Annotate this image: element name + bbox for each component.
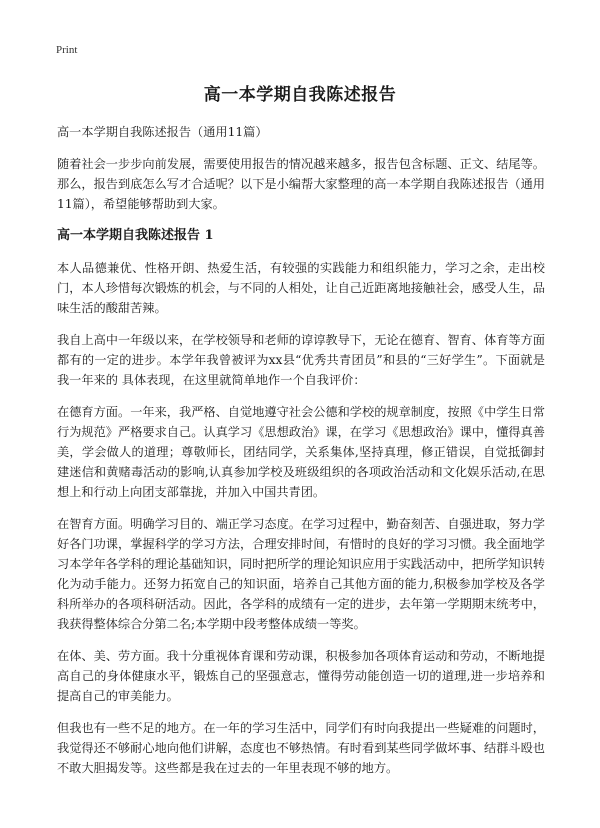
document-title: 高一本学期自我陈述报告 bbox=[203, 85, 397, 105]
body-paragraph: 本人品德兼优、性格开朗、热爱生活，有较强的实践能力和组织能力，学习之余，走出校门，本人珍惜每次锻炼的机会，与不同的人相处，让自己近距离地接触社会，感受人生，品味生活的酸甜苦辣。 bbox=[57, 261, 545, 315]
intro-paragraph: 随着社会一步步向前发展，需要使用报告的情况越来越多，报告包含标题、正文、结尾等。那么，报告到底怎么写才合适呢？以下是小编帮大家整理的高一本学期自我陈述报告（通用11篇），希望能够帮助到大家。 bbox=[57, 157, 545, 211]
document-body bbox=[57, 122, 545, 790]
body-paragraph: 在体、美、劳方面。我十分重视体育课和劳动课，积极参加各项体育运动和劳动，不断地提高自己的身体健康水平，锻炼自己的坚强意志，懂得劳动能创造一切的道理,进一步培养和提高自己的审美能力。 bbox=[57, 649, 545, 703]
body-paragraph: 但我也有一些不足的地方。在一年的学习生活中，同学们有时向我提出一些疑难的问题时，我觉得还不够耐心地向他们讲解，态度也不够热情。有时看到某些同学做坏事、结群斗殴也不敢大胆揭发等。这些都是我在过去的一年里表现不够的地方。 bbox=[57, 721, 545, 775]
print-link[interactable]: Print bbox=[56, 44, 78, 56]
body-paragraph: 在智育方面。明确学习目的、端正学习态度。在学习过程中，勤奋刻苦、自强进取，努力学好各门功课，掌握科学的学习方法，合理安排时间，有惜时的良好的学习习惯。我全面地学习本学年各学科的理论基础知识，同时把所学的理论知识应用于实践活动中，把所学知识转化为动手能力。还努力拓宽自己的知识面，培养自己其他方面的能力,积极参加学校及各学科所举办的各项科研活动。因此，各学科的成绩有一定的进步，去年第一学期期末统考中，我获得整体综合分第二名;本学期中段考整体成绩一等奖。 bbox=[57, 517, 545, 631]
section-heading: 高一本学期自我陈述报告 1 bbox=[57, 228, 214, 243]
document-subtitle: 高一本学期自我陈述报告（通用11篇） bbox=[57, 125, 268, 139]
body-paragraph: 我自上高中一年级以来，在学校领导和老师的谆谆教导下，无论在德育、智育、体育等方面都有的一定的进步。本学年我曾被评为xx县“优秀共青团员”和县的“三好学生”。下面就是我一年来的 具体表现，在这里就简单地作一个自我评价： bbox=[57, 333, 545, 387]
body-paragraph: 在德育方面。一年来，我严格、自觉地遵守社会公德和学校的规章制度，按照《中学生日常行为规范》严格要求自己。认真学习《思想政治》课，在学习《思想政治》课中，懂得真善美，学会做人的道理；尊敬师长，团结同学，关系集体,坚持真理，修正错误，自觉抵御封建迷信和黄赌毒活动的影响,认真参加学校及班级组织的各项政治活动和文化娱乐活动,在思想上和行动上向团支部靠拢，并加入中国共青团。 bbox=[57, 405, 545, 499]
